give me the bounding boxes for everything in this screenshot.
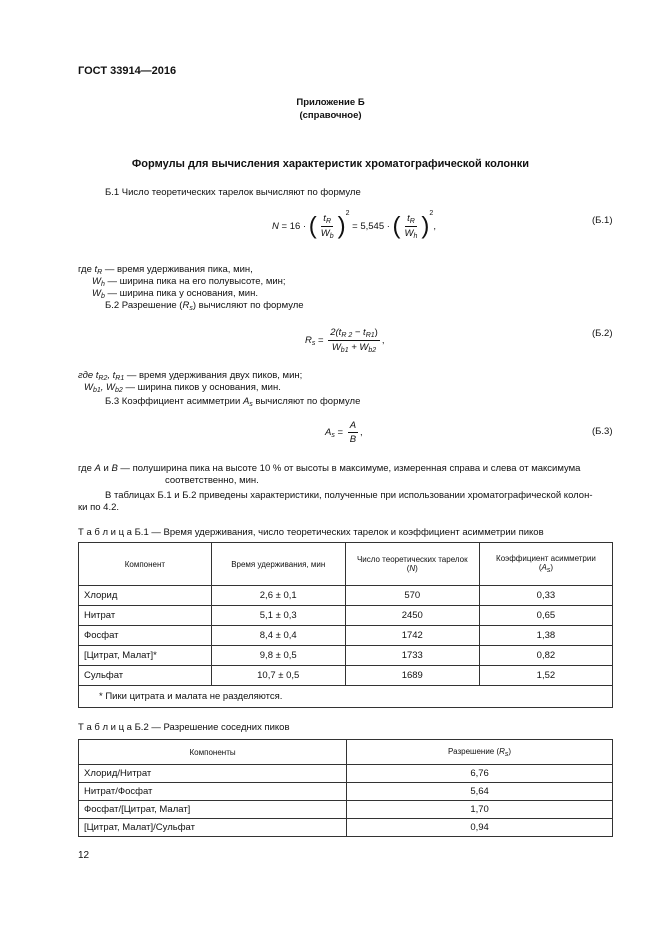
table-cell: 8,4 ± 0,4: [211, 626, 345, 646]
b2-where2-mid: , W: [100, 382, 116, 393]
formula-b1-exp1: 2: [345, 210, 350, 217]
table2-header-resolution: [347, 740, 613, 765]
b3-where-1: [78, 463, 580, 474]
table-cell: [Цитрат, Малат]/Сульфат: [79, 819, 347, 837]
paren-open: (: [392, 212, 401, 240]
appendix-label: Приложение Б: [296, 97, 365, 108]
table-cell: Хлорид/Нитрат: [79, 765, 347, 783]
b2-num-end: ): [374, 327, 378, 338]
b2-intro-pre: Б.2 Разрешение (: [105, 300, 183, 311]
table-cell: Хлорид: [79, 586, 212, 606]
formula-b3-lhs: A: [325, 427, 332, 439]
b3-intro: [105, 396, 360, 408]
where-text: — ширина пика у основания, мин.: [104, 288, 258, 299]
table-cell: 6,76: [347, 765, 613, 783]
frac2-den-sub: h: [413, 232, 418, 240]
formula-b1-tail: ,: [433, 221, 436, 232]
where-sub: h: [100, 281, 105, 288]
formula-b3-frac: [348, 420, 358, 445]
formula-b3-lhs-sub: s: [331, 432, 335, 440]
table-cell: Нитрат/Фосфат: [79, 783, 347, 801]
b2-where-2: [84, 382, 281, 394]
header-text: Коэффициент асимметрии: [496, 554, 596, 563]
paren-close: ): [421, 212, 430, 240]
header-text: Компонент: [124, 559, 166, 569]
frac1-den: W: [320, 227, 330, 239]
table2-header-components: [79, 740, 347, 765]
table-row: [79, 586, 613, 606]
b2-num-sub1: R 2: [341, 332, 353, 339]
b2-den2-sub: b2: [368, 347, 377, 354]
table-row: [79, 606, 613, 626]
table-cell: 1,52: [479, 666, 612, 686]
table2-caption-lead: Т а б л и ц а Б.2 —: [78, 722, 161, 733]
document-header: ГОСТ 33914—2016: [78, 65, 177, 77]
table-row: [79, 626, 613, 646]
table-cell: 1,38: [479, 626, 612, 646]
formula-b2-tail: ,: [381, 335, 385, 347]
table-footnote-row: [79, 686, 613, 708]
b1-where-3: [92, 288, 258, 300]
table2-caption: [78, 722, 290, 733]
b2-num-sub2: R1: [365, 332, 375, 339]
formula-b2: [305, 327, 384, 354]
formula-b1-exp2: 2: [429, 210, 434, 217]
formula-b2-eq: =: [318, 335, 324, 347]
b3-where-and: и: [100, 463, 112, 474]
table-cell: 0,82: [479, 646, 612, 666]
b3-intro-post: вычисляют по формуле: [252, 396, 361, 407]
formula-b2-lhs: R: [305, 335, 312, 347]
header-sub: s: [546, 567, 551, 574]
b3-intro-pre: Б.3 Коэффициент асимметрии: [105, 396, 243, 407]
table1-caption-lead: Т а б л и ц а Б.1 —: [78, 527, 161, 538]
table1-header-time: [211, 543, 345, 586]
b2-den1-sub: b1: [340, 347, 349, 354]
formula-b2-lhs-sub: s: [311, 340, 316, 348]
b2-where2-sub1: b1: [92, 387, 101, 394]
table-cell: 570: [345, 586, 479, 606]
frac2-den: W: [404, 227, 414, 239]
formula-b3-tail: ,: [360, 427, 363, 439]
b3-intro-sym: A: [242, 396, 250, 407]
header-text: Число теоретических тарелок: [356, 555, 468, 564]
b3-where-2: соответственно, мин.: [165, 475, 259, 486]
table2-caption-text: Разрешение соседних пиков: [160, 722, 290, 733]
b3-where-a: A: [94, 463, 101, 474]
table-cell: 2450: [345, 606, 479, 626]
table-cell: 9,8 ± 0,5: [211, 646, 345, 666]
table-cell: 2,6 ± 0,1: [211, 586, 345, 606]
header-close: ): [508, 746, 512, 756]
table-cell: 0,65: [479, 606, 612, 626]
formula-b1: [272, 210, 436, 240]
b3-where-pre: где: [78, 463, 95, 474]
header-text: Время удерживания, мин: [231, 559, 326, 569]
table-row: [79, 819, 613, 837]
table1-footnote: * Пики цитрата и малата не разделяются.: [79, 686, 613, 708]
table-row: [79, 646, 613, 666]
table-cell: Сульфат: [79, 666, 212, 686]
b2-num: 2(t: [330, 327, 342, 338]
b2-intro: [105, 300, 304, 312]
where-sym: W: [92, 276, 101, 287]
where-text: — ширина пика на его полувысоте, мин;: [104, 276, 286, 287]
table-row: [79, 801, 613, 819]
table-cell: 1,70: [347, 801, 613, 819]
table-cell: 0,33: [479, 586, 612, 606]
header-sym: R: [499, 746, 505, 756]
table1-caption: [78, 527, 544, 538]
page-number: 12: [78, 850, 90, 861]
header-text: Разрешение (: [448, 746, 500, 756]
formula-b2-frac: [328, 327, 380, 354]
b2-where-1: [78, 370, 302, 382]
frac1-num: t: [323, 212, 326, 224]
b2-where2-text: — ширина пиков у основания, мин.: [122, 382, 281, 393]
table-cell: 5,64: [347, 783, 613, 801]
b3-where-text1: — полуширина пика на высоте 10 % от высоты в максимуме, измеренная справа и слева от максимума: [117, 463, 581, 474]
table-row: [79, 765, 613, 783]
formula-b1-lhs: N: [272, 221, 279, 232]
header-sub: s: [504, 750, 509, 758]
table2: [78, 739, 613, 837]
b2-intro-sym: R: [182, 300, 190, 311]
b2-num-mid: − t: [352, 327, 366, 338]
b2-where1-sub2: R1: [115, 375, 125, 382]
header-text: Компоненты: [189, 747, 236, 757]
b2-where1-pre: где t: [78, 370, 99, 381]
table-row: [79, 783, 613, 801]
where-sym: W: [92, 288, 101, 299]
table-cell: 1689: [345, 666, 479, 686]
paren-close: ): [337, 212, 346, 240]
b2-den1: W: [331, 342, 341, 353]
b2-intro-post: ) вычисляют по формуле: [192, 300, 304, 311]
formula-b3: [325, 420, 363, 445]
formula-b1-eq2: = 5,545 ·: [352, 221, 390, 232]
table1-header-asymmetry: Коэффициент асимметрии (As): [479, 543, 612, 586]
where-text: — время удерживания пика, мин,: [102, 264, 253, 275]
table-cell: 0,94: [347, 819, 613, 837]
paren-open: (: [308, 212, 317, 240]
b3-den: B: [349, 434, 357, 445]
frac2-num-sub: R: [409, 217, 415, 225]
paragraph-line-1: В таблицах Б.1 и Б.2 приведены характеристики, полученные при использовании хроматографической колон-: [105, 490, 593, 501]
formula-number-b1: (Б.1): [592, 215, 613, 226]
table2-header-row: [79, 740, 613, 765]
b2-intro-sub: s: [189, 305, 193, 312]
formula-b1-eq1: = 16 ·: [281, 221, 307, 232]
table-cell: Нитрат: [79, 606, 212, 626]
b3-where-b: B: [111, 463, 118, 474]
frac1-num-sub: R: [325, 217, 331, 225]
formula-b1-frac1: [319, 213, 336, 240]
table-cell: 1733: [345, 646, 479, 666]
b1-intro: Б.1 Число теоретических тарелок вычисляют по формуле: [105, 187, 361, 198]
table-cell: 5,1 ± 0,3: [211, 606, 345, 626]
b2-where1-text: — время удерживания двух пиков, мин;: [124, 370, 303, 381]
table1-header-plates: Число теоретических тарелок (N): [345, 543, 479, 586]
b3-intro-sub: s: [249, 401, 253, 408]
formula-b1-frac2: [403, 213, 420, 240]
table1-header-row: [79, 543, 613, 586]
where-sub: R: [97, 269, 103, 276]
table-cell: 10,7 ± 0,5: [211, 666, 345, 686]
appendix-type: (справочное): [299, 110, 362, 121]
b1-where-1: [78, 264, 253, 276]
b2-where2-sub2: b2: [115, 387, 123, 394]
table1: [78, 542, 613, 708]
frac1-den-sub: b: [329, 232, 334, 240]
b2-den-mid: + W: [348, 342, 369, 353]
where-sym: t: [94, 264, 98, 275]
table-cell: Фосфат/[Цитрат, Малат]: [79, 801, 347, 819]
table1-header-component: [79, 543, 212, 586]
frac2-num: t: [407, 212, 410, 224]
table-row: [79, 666, 613, 686]
b2-where1-mid: , t: [107, 370, 116, 381]
formula-number-b2: (Б.2): [592, 328, 613, 339]
b2-where2-pre: W: [84, 382, 93, 393]
header-sym: N: [409, 564, 416, 573]
header-sym: A: [541, 563, 547, 572]
formula-number-b3: (Б.3): [592, 426, 613, 437]
paragraph-line-2: ки по 4.2.: [78, 502, 120, 513]
where-lead: где: [78, 264, 95, 275]
b3-num: A: [349, 420, 357, 431]
table-cell: 1742: [345, 626, 479, 646]
b2-where1-sub1: R2: [98, 375, 108, 382]
section-title: Формулы для вычисления характеристик хроматографической колонки: [131, 158, 530, 170]
table-cell: [Цитрат, Малат]*: [79, 646, 212, 666]
where-sub: b: [100, 293, 105, 300]
table-cell: Фосфат: [79, 626, 212, 646]
b1-where-2: [92, 276, 286, 288]
table1-caption-text: Время удерживания, число теоретических тарелок и коэффициент асимметрии пиков: [160, 527, 544, 538]
formula-b3-eq: =: [337, 427, 344, 439]
